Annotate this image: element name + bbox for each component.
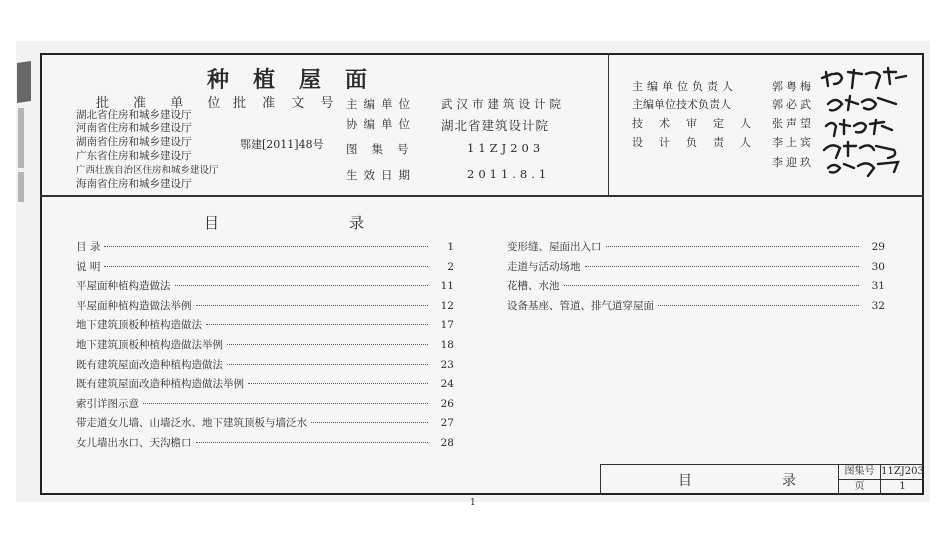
toc-entry-title: 目 录: [76, 241, 101, 253]
toc-entry-page: 30: [871, 260, 885, 273]
toc-entry-title: 既有建筑屋面改造种植构造做法举例: [76, 378, 244, 391]
approval-unit: 海南省住房和城乡建设厅: [76, 178, 192, 190]
toc-entry-title: 索引详图示意: [76, 397, 139, 410]
toc-leader-dots: [143, 403, 428, 404]
toc-entry-page: 2: [447, 260, 454, 273]
toc-leader-dots: [564, 285, 860, 286]
page-value: 1: [899, 481, 906, 492]
toc-leader-dots: [227, 344, 428, 345]
staff-name: 李迎玖: [772, 156, 814, 169]
toc-entry-page: 27: [440, 417, 454, 430]
toc-leader-dots: [248, 383, 428, 384]
page-label: 页: [854, 481, 865, 492]
staff-role: 技术审定人: [632, 117, 767, 130]
header-divider-vertical: [608, 53, 609, 195]
page-title: 种 植 屋 面: [207, 67, 369, 93]
toc-entry-page: 11: [440, 280, 454, 293]
toc-entry-page: 24: [440, 378, 454, 391]
title-block-left: [600, 464, 601, 495]
toc-entry[interactable]: [507, 298, 885, 314]
toc-entry-title: 既有建筑屋面改造种植构造做法: [76, 358, 223, 371]
toc-entry-title: 说 明: [76, 260, 101, 273]
approval-unit-label: 批 准 单 位: [96, 96, 231, 111]
toc-entry-title: 地下建筑顶板种植构造做法举例: [76, 339, 223, 351]
toc-entry-title: 设备基座、管道、排气道穿屋面: [507, 299, 654, 312]
binding-mark: [18, 172, 24, 202]
approval-unit: 湖北省住房和城乡建设厅: [76, 109, 192, 121]
toc-entry-title: 平屋面种植构造做法: [76, 280, 171, 293]
info-label: 生效日期: [346, 168, 416, 182]
toc-entry[interactable]: [507, 239, 885, 255]
toc-entry-page: 26: [440, 397, 454, 410]
toc-leader-dots: [206, 324, 428, 325]
staff-name: 李上宾: [772, 136, 814, 149]
toc-entry-page: 29: [871, 241, 885, 253]
toc-entry[interactable]: [76, 239, 454, 255]
toc-entry[interactable]: [76, 317, 454, 333]
toc-heading: 目 录: [204, 214, 379, 232]
toc-entry[interactable]: [76, 376, 454, 392]
toc-entry-title: 地下建筑顶板种植构造做法: [76, 319, 202, 332]
toc-entry-page: 12: [440, 299, 454, 312]
toc-leader-dots: [175, 285, 429, 286]
toc-entry-page: 18: [440, 339, 454, 351]
staff-name: 郭必武: [772, 98, 814, 111]
toc-leader-dots: [658, 305, 859, 306]
toc-entry[interactable]: [76, 259, 454, 275]
toc-leader-dots: [311, 422, 428, 423]
toc-entry[interactable]: [76, 396, 454, 412]
binding-mark: [18, 108, 24, 168]
info-value: 11ZJ203: [467, 141, 545, 155]
info-value: 2011.8.1: [467, 167, 551, 181]
toc-entry[interactable]: [507, 259, 885, 275]
toc-leader-dots: [227, 364, 428, 365]
header-divider: [40, 195, 924, 197]
toc-entry-title: 走道与活动场地: [507, 260, 581, 273]
toc-leader-dots: [104, 266, 428, 267]
approval-unit: 广西壮族自治区住房和城乡建设厅: [76, 165, 219, 176]
sheet-page-number: 1: [470, 498, 476, 508]
info-label: 图集号: [346, 142, 423, 156]
approval-doc-label: 批 准 文 号: [233, 96, 340, 111]
info-label: 主编单位: [346, 97, 416, 111]
toc-entry[interactable]: [76, 435, 454, 451]
toc-entry-page: 17: [440, 319, 454, 332]
toc-entry-page: 1: [447, 241, 454, 253]
toc-entry-title: 女儿墙出水口、天沟檐口: [76, 437, 192, 449]
toc-leader-dots: [196, 305, 429, 306]
info-value: 湖北省建筑设计院: [441, 118, 550, 133]
approval-unit: 河南省住房和城乡建设厅: [76, 122, 192, 134]
staff-role: 设计负责人: [632, 136, 767, 149]
toc-entry-page: 23: [440, 358, 454, 371]
toc-entry[interactable]: [76, 278, 454, 294]
approval-unit: 湖南省住房和城乡建设厅: [76, 136, 192, 148]
toc-entry-title: 花槽、水池: [507, 280, 560, 293]
toc-leader-dots: [606, 246, 860, 247]
toc-entry[interactable]: [76, 357, 454, 373]
toc-entry-title: 带走道女儿墙、山墙泛水、地下建筑顶板与墙泛水: [76, 417, 307, 430]
toc-entry-page: 31: [871, 280, 885, 293]
binding-mark: [17, 61, 31, 103]
staff-name: 郭粤梅: [772, 80, 814, 93]
toc-entry-title: 平屋面种植构造做法举例: [76, 299, 192, 312]
toc-entry[interactable]: [76, 298, 454, 314]
info-value: 武汉市建筑设计院: [441, 97, 565, 111]
toc-entry[interactable]: [76, 337, 454, 353]
staff-name: 张声望: [772, 117, 814, 130]
staff-role: 主编单位技术负责人: [632, 98, 731, 111]
signatures-image: [818, 64, 918, 180]
atlas-label: 图集号: [844, 466, 875, 477]
info-label: 协编单位: [346, 117, 416, 131]
toc-leader-dots: [104, 246, 428, 247]
toc-entry-page: 32: [871, 299, 885, 312]
atlas-value: 11ZJ203: [881, 466, 924, 477]
toc-leader-dots: [196, 442, 429, 443]
staff-role: 主编单位负责人: [632, 80, 737, 93]
toc-entry[interactable]: [507, 278, 885, 294]
approval-doc-number: 鄂建[2011]48号: [240, 138, 324, 151]
toc-entry[interactable]: [76, 415, 454, 431]
toc-entry-page: 28: [440, 437, 454, 449]
toc-entry-title: 变形缝、屋面出入口: [507, 241, 602, 253]
approval-unit: 广东省住房和城乡建设厅: [76, 150, 192, 162]
title-block-name: 目 录: [678, 473, 808, 489]
toc-leader-dots: [585, 266, 860, 267]
